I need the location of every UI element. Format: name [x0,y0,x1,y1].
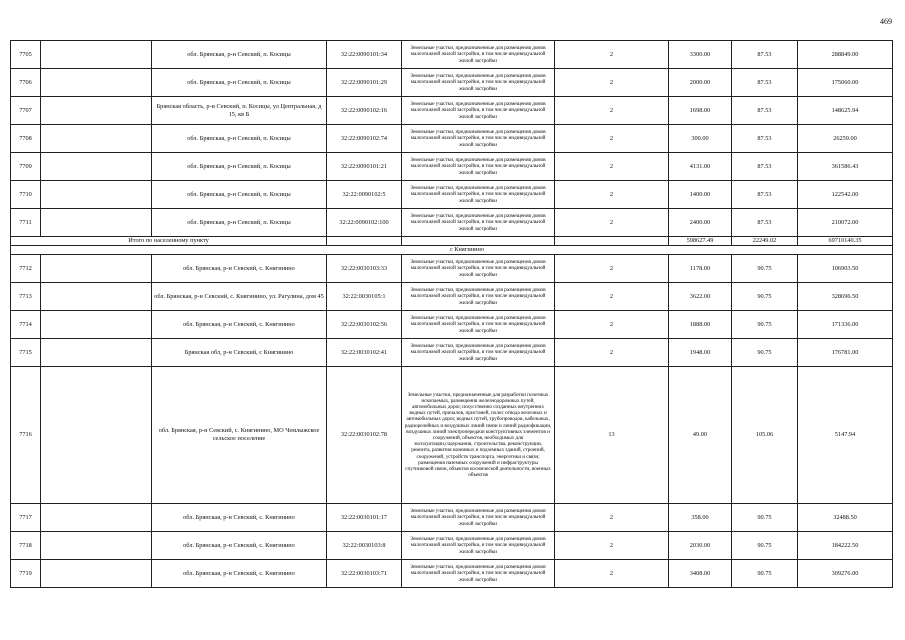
rate-cell: 90.75 [732,532,798,560]
cadastral-number-cell: 32:22:0090102:16 [327,97,402,125]
row-number-cell: 7718 [11,532,41,560]
land-use-cell: Земельные участки, предназначенные для размещения домов малоэтажной жилой застройки, в том числе индивидуальной жилой застройки [402,560,555,588]
rate-cell: 87.53 [732,125,798,153]
table-row [11,339,893,367]
area-cell: 1178.00 [669,255,732,283]
row-number-cell: 7712 [11,255,41,283]
empty-cell [41,311,152,339]
area-cell: 2000.00 [669,69,732,97]
cadastral-value-cell: 175060.00 [798,69,893,97]
area-cell: 1888.00 [669,311,732,339]
group-cell: 2 [555,69,669,97]
group-cell: 2 [555,181,669,209]
address-cell: Брянская обл, р-н Севский, с Княгинино [152,339,327,367]
total-label-cell: Итого по населенному пункту [11,237,327,246]
cadastral-number-cell: 32:22:0030102:41 [327,339,402,367]
group-cell: 2 [555,560,669,588]
group-cell: 2 [555,41,669,69]
land-use-cell: Земельные участки, предназначенные для размещения домов малоэтажной жилой застройки, в том числе индивидуальной жилой застройки [402,153,555,181]
area-cell: 300.00 [669,125,732,153]
address-cell: обл. Брянская, р-н Севский, п. Косицы [152,209,327,237]
land-use-cell: Земельные участки, предназначенные для размещения домов малоэтажной жилой застройки, в том числе индивидуальной жилой застройки [402,125,555,153]
cadastral-number-cell: 32:22:0030105:1 [327,283,402,311]
cadastral-number-cell: 32:22:0090101:34 [327,41,402,69]
land-use-cell: Земельные участки, предназначенные для размещения домов малоэтажной жилой застройки, в том числе индивидуальной жилой застройки [402,311,555,339]
cadastral-value-cell: 26259.00 [798,125,893,153]
land-use-cell: Земельные участки, предназначенные для размещения домов малоэтажной жилой застройки, в том числе индивидуальной жилой застройки [402,41,555,69]
rate-cell: 87.53 [732,181,798,209]
area-cell: 2400.00 [669,209,732,237]
rate-cell: 90.75 [732,255,798,283]
empty-cell [41,504,152,532]
rate-cell: 90.75 [732,339,798,367]
empty-cell [41,532,152,560]
cadastral-number-cell: 32:22:0090102:5 [327,181,402,209]
row-number-cell: 7707 [11,97,41,125]
group-cell: 2 [555,209,669,237]
land-use-cell: Земельные участки, предназначенные для размещения домов малоэтажной жилой застройки, в том числе индивидуальной жилой застройки [402,504,555,532]
rate-cell: 87.53 [732,41,798,69]
cadastral-value-cell: 32488.50 [798,504,893,532]
cadastral-value-cell: 106903.50 [798,255,893,283]
empty-cell [41,125,152,153]
cadastral-number-cell: 32:22:0030102:56 [327,311,402,339]
land-use-cell: Земельные участки, предназначенные для размещения домов малоэтажной жилой застройки, в том числе индивидуальной жилой застройки [402,209,555,237]
table-row [11,311,893,339]
group-cell: 2 [555,504,669,532]
empty-cell [41,69,152,97]
area-cell: 49.00 [669,367,732,504]
area-cell: 3300.00 [669,41,732,69]
empty-cell [41,339,152,367]
land-use-cell: Земельные участки, предназначенные для размещения домов малоэтажной жилой застройки, в том числе индивидуальной жилой застройки [402,532,555,560]
row-number-cell: 7714 [11,311,41,339]
group-cell: 2 [555,153,669,181]
cadastral-value-cell: 5147.94 [798,367,893,504]
empty-cell [402,237,555,246]
group-cell: 2 [555,97,669,125]
address-cell: обл. Брянская, р-н Севский, с. Княгинино, ул. Рагулина, дом 45 [152,283,327,311]
rate-cell: 90.75 [732,311,798,339]
table-row [11,209,893,237]
row-number-cell: 7709 [11,153,41,181]
empty-cell [41,153,152,181]
total-area-cell: 598627.49 [669,237,732,246]
rate-cell: 87.53 [732,153,798,181]
table-row [11,504,893,532]
address-cell: обл. Брянская, р-н Севский, п. Косицы [152,125,327,153]
address-cell: обл. Брянская, р-н Севский, п. Косицы [152,69,327,97]
empty-cell [327,237,402,246]
total-rate-cell: 22249.02 [732,237,798,246]
cadastral-number-cell: 32:22:0030103:33 [327,255,402,283]
table-row [11,97,893,125]
row-number-cell: 7717 [11,504,41,532]
area-cell: 3408.00 [669,560,732,588]
rate-cell: 87.53 [732,209,798,237]
land-use-cell: Земельные участки, предназначенные для размещения домов малоэтажной жилой застройки, в том числе индивидуальной жилой застройки [402,69,555,97]
group-cell: 2 [555,283,669,311]
address-cell: обл. Брянская, р-н Севский, п. Косицы [152,41,327,69]
row-number-cell: 7710 [11,181,41,209]
rate-cell: 90.75 [732,560,798,588]
settlement-name-cell: с Княгинино [11,246,893,255]
cadastral-number-cell: 32:22:0090102:100 [327,209,402,237]
settlement-header-row [11,246,893,255]
total-value-cell: 69710140.35 [798,237,893,246]
land-use-cell: Земельные участки, предназначенные для разработки полезных ископаемых, размещения железнодорожных путей, автомобильных дорог, искусственно созданных внутренних водных путей, причалов, пристаней, полос отвода железных и автомобильных дорог, водных путей, трубопроводов, кабельных, радиорелейных и воздушных линий связи и линий радиофикации, воздушных линий электропередачи конструктивных элементов и сооружений, объектов, необходимых для эксплуатации,содержания, строительства, реконструкции, ремонта, развития наземных и подземных зданий, строений, сооружений, устройств транспорта, энергетики и связи; размещения наземных сооружений и инфраструктуры спутниковой связи, объектов космической деятельности, военных объектов [402,367,555,504]
cadastral-value-cell: 328696.50 [798,283,893,311]
row-number-cell: 7706 [11,69,41,97]
table-row [11,181,893,209]
row-number-cell: 7715 [11,339,41,367]
empty-cell [41,209,152,237]
table-row [11,367,893,504]
group-cell: 2 [555,311,669,339]
address-cell: обл. Брянская, р-н Севский, с. Княгинино [152,311,327,339]
empty-cell [41,560,152,588]
group-cell: 2 [555,339,669,367]
cadastral-number-cell: 32:22:0030103:71 [327,560,402,588]
cadastral-value-cell: 288849.00 [798,41,893,69]
rate-cell: 105.06 [732,367,798,504]
rate-cell: 90.75 [732,283,798,311]
address-cell: обл. Брянская, р-н Севский, п. Косицы [152,153,327,181]
cadastral-number-cell: 32:22:0090101:21 [327,153,402,181]
rate-cell: 87.53 [732,69,798,97]
cadastral-value-cell: 361586.43 [798,153,893,181]
row-number-cell: 7711 [11,209,41,237]
cadastral-number-cell: 32:22:0090102:74 [327,125,402,153]
empty-cell [555,237,669,246]
row-number-cell: 7713 [11,283,41,311]
empty-cell [41,41,152,69]
group-cell: 13 [555,367,669,504]
settlement-total-row [11,237,893,246]
table-row [11,125,893,153]
cadastral-value-cell: 184222.50 [798,532,893,560]
group-cell: 2 [555,255,669,283]
area-cell: 4131.00 [669,153,732,181]
row-number-cell: 7708 [11,125,41,153]
cadastral-number-cell: 32:22:0090101:29 [327,69,402,97]
cadastral-value-cell: 171336.00 [798,311,893,339]
group-cell: 2 [555,125,669,153]
empty-cell [41,181,152,209]
cadastral-value-cell: 176781.00 [798,339,893,367]
table-row [11,255,893,283]
area-cell: 3622.00 [669,283,732,311]
row-number-cell: 7716 [11,367,41,504]
table-row [11,41,893,69]
area-cell: 1698.00 [669,97,732,125]
address-cell: обл. Брянская, р-н Севский, с. Княгинино [152,504,327,532]
table-row [11,532,893,560]
row-number-cell: 7719 [11,560,41,588]
land-use-cell: Земельные участки, предназначенные для размещения домов малоэтажной жилой застройки, в том числе индивидуальной жилой застройки [402,339,555,367]
cadastral-number-cell: 32:22:0030103:8 [327,532,402,560]
land-use-cell: Земельные участки, предназначенные для размещения домов малоэтажной жилой застройки, в том числе индивидуальной жилой застройки [402,97,555,125]
empty-cell [41,255,152,283]
land-use-cell: Земельные участки, предназначенные для размещения домов малоэтажной жилой застройки, в том числе индивидуальной жилой застройки [402,181,555,209]
address-cell: обл. Брянская, р-н Севский, с. Княгинино [152,532,327,560]
cadastral-value-cell: 210072.00 [798,209,893,237]
area-cell: 1400.00 [669,181,732,209]
table-row [11,560,893,588]
empty-cell [41,283,152,311]
land-use-cell: Земельные участки, предназначенные для размещения домов малоэтажной жилой застройки, в том числе индивидуальной жилой застройки [402,283,555,311]
rate-cell: 87.53 [732,97,798,125]
area-cell: 358.00 [669,504,732,532]
table-row [11,69,893,97]
empty-cell [41,97,152,125]
area-cell: 1948.00 [669,339,732,367]
rate-cell: 90.75 [732,504,798,532]
row-number-cell: 7705 [11,41,41,69]
cadastral-value-cell: 122542.00 [798,181,893,209]
page-number: 469 [880,17,892,26]
empty-cell [41,367,152,504]
cadastral-value-cell: 148625.94 [798,97,893,125]
land-use-cell: Земельные участки, предназначенные для размещения домов малоэтажной жилой застройки, в том числе индивидуальной жилой застройки [402,255,555,283]
cadastral-value-cell: 309276.00 [798,560,893,588]
address-cell: обл. Брянская, р-н Севский, с. Княгинино [152,560,327,588]
address-cell: обл. Брянская, р-н Севский, с. Княгинино [152,255,327,283]
land-register-table [10,40,893,588]
address-cell: Брянская область, р-н Севский, п. Косицы, ул Центральная, д 15, кв Б [152,97,327,125]
address-cell: обл. Брянская, р-н Севский, с. Княгинино, МО Чемлыжское сельское поселение [152,367,327,504]
table-row [11,283,893,311]
address-cell: обл. Брянская, р-н Севский, п. Косицы [152,181,327,209]
cadastral-number-cell: 32:22:0030101:17 [327,504,402,532]
cadastral-number-cell: 32:22:0030102:78 [327,367,402,504]
group-cell: 2 [555,532,669,560]
table-row [11,153,893,181]
area-cell: 2030.00 [669,532,732,560]
